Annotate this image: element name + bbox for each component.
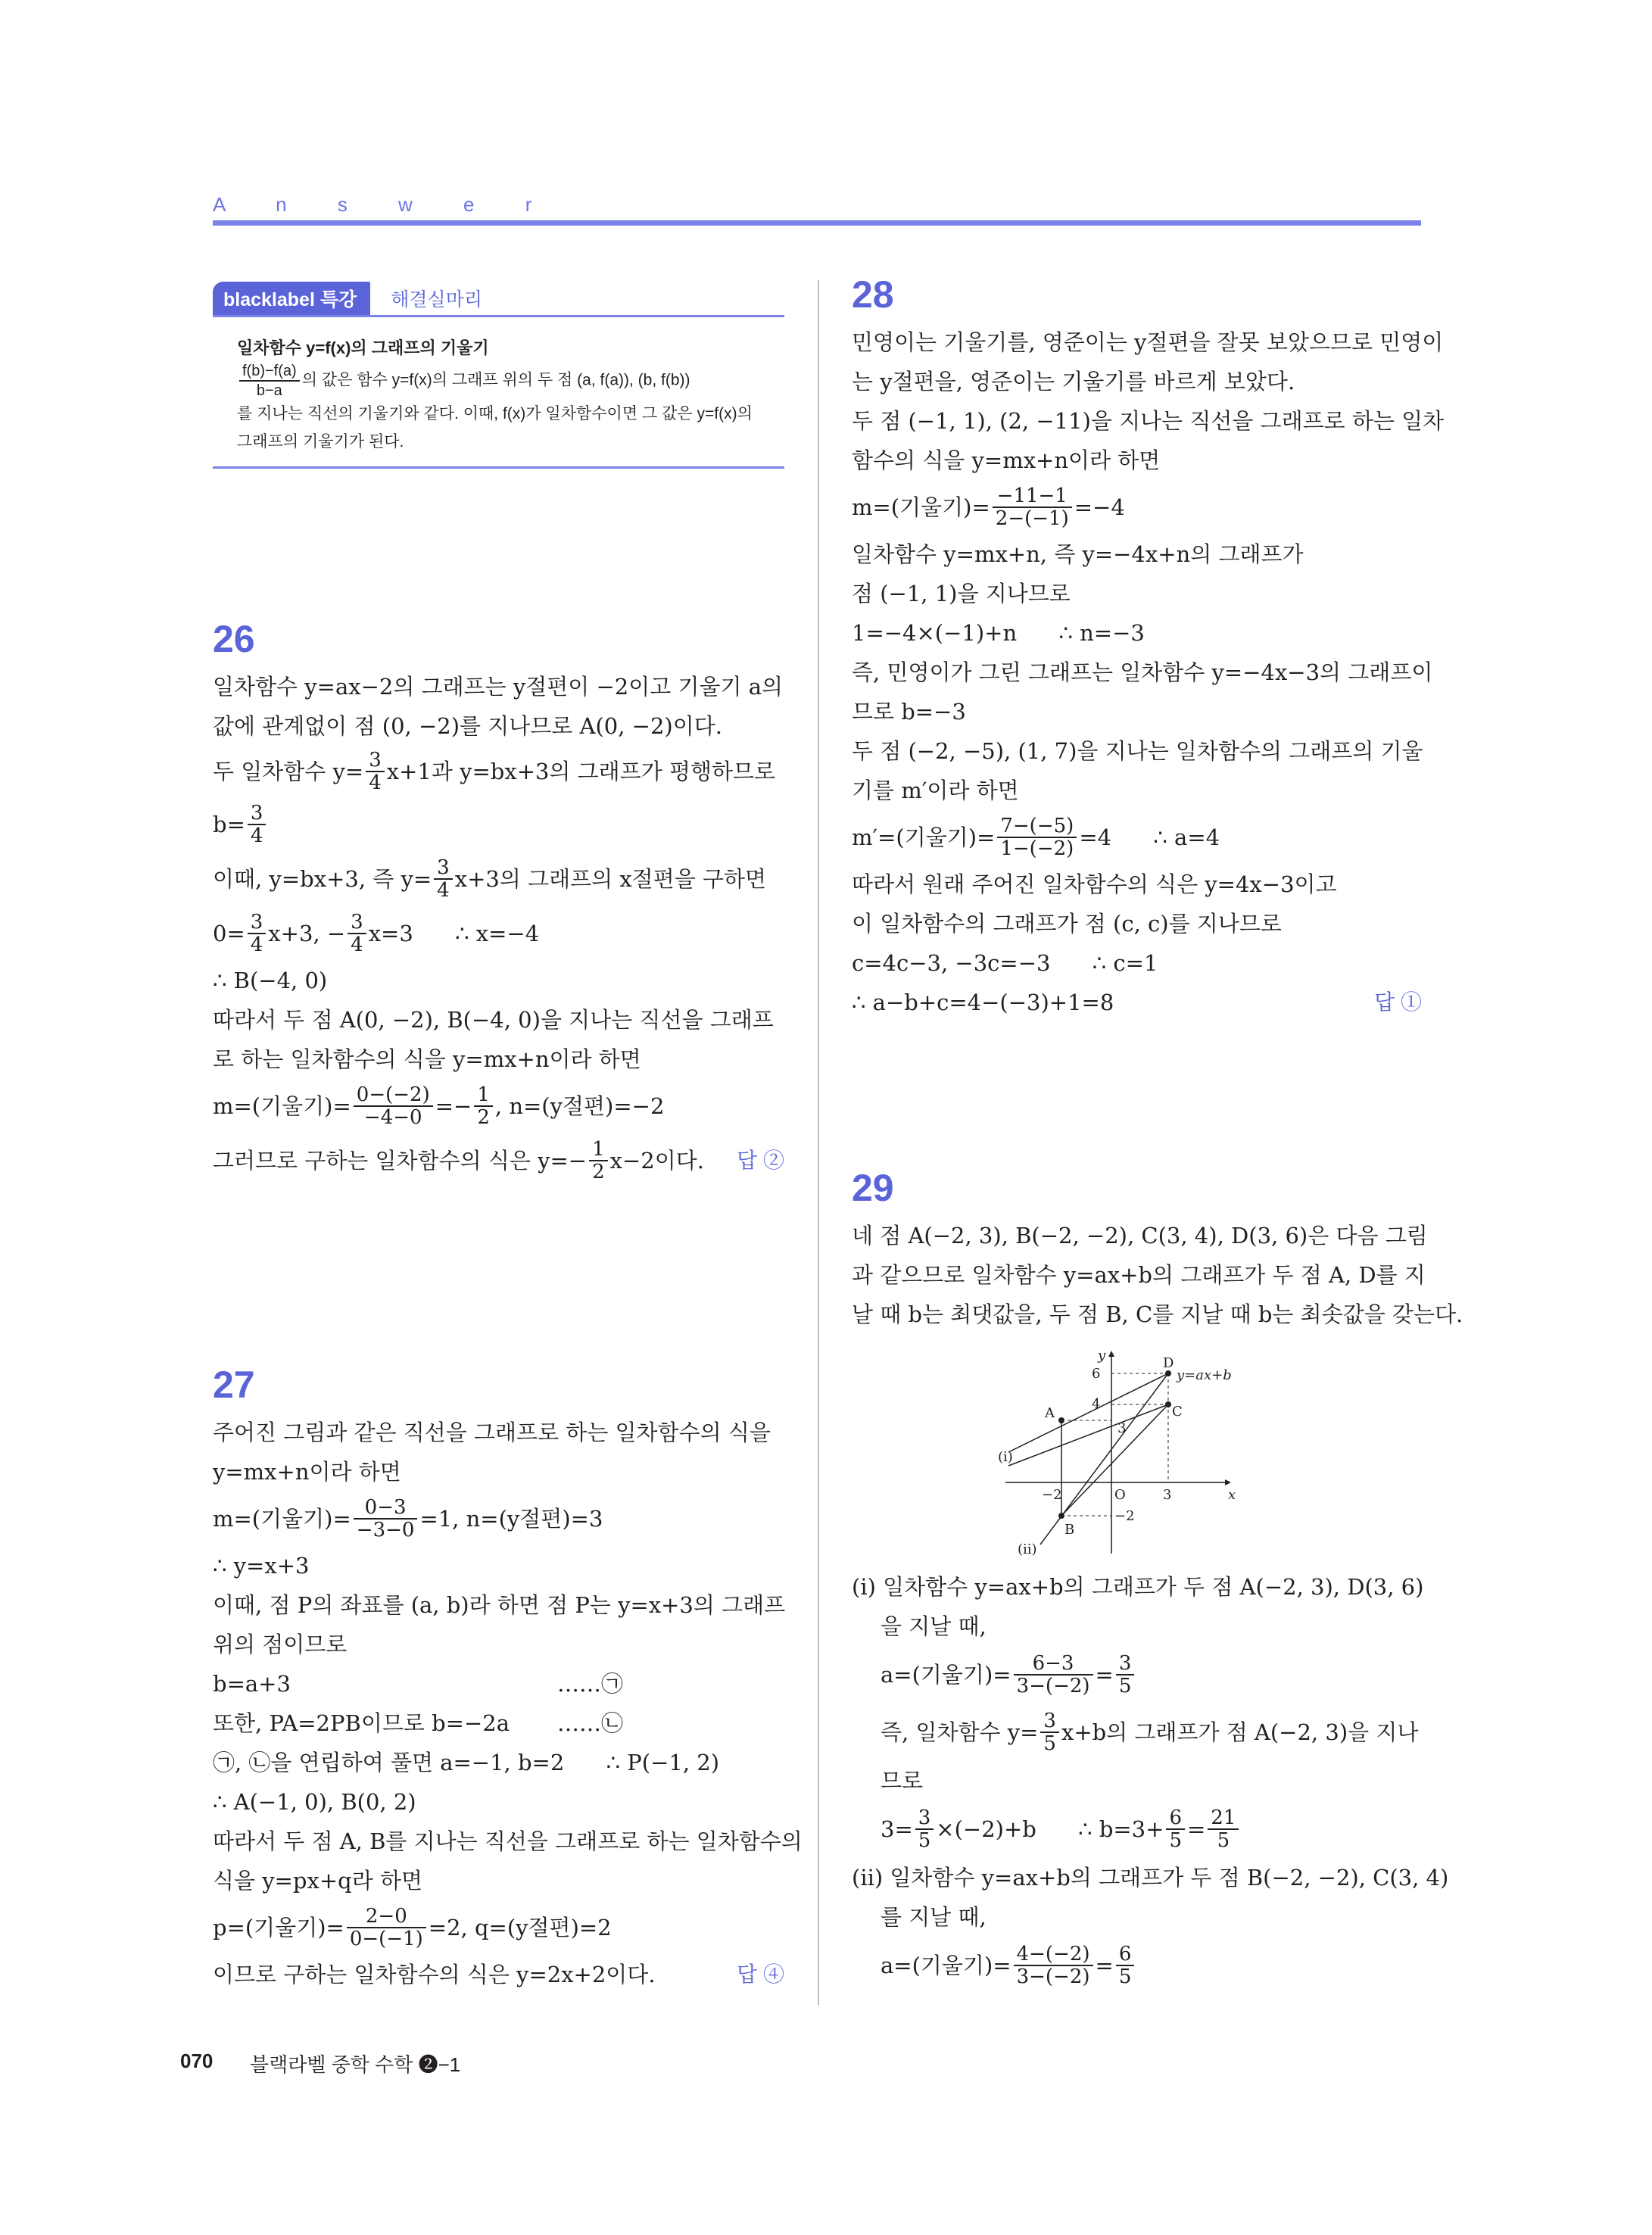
- tip-line2: 를 지나는 직선의 기울기와 같다. 이때, f(x)가 일차함수이면 그 값은 y=f(x)의: [237, 405, 753, 422]
- tick-4: 4: [1092, 1396, 1101, 1412]
- y-axis-label: y: [1098, 1349, 1106, 1364]
- problem-number: 28: [852, 273, 894, 316]
- problem-number: 29: [852, 1167, 894, 1209]
- solution-29-intro: 네 점 A(−2, 3), B(−2, −2), C(3, 4), D(3, 6)은 다음 그림 과 같으므로 일차함수 y=ax+b의 그래프가 두 점 A, D를 지 날 때 b는 최댓값을, 두 점 B, C를 지날 때 b는 최솟값을 갖는다.: [852, 1223, 1463, 1327]
- tip-box: [213, 282, 784, 469]
- point-B-label: B: [1064, 1522, 1075, 1538]
- solution-29-cases: (i) 일차함수 y=ax+b의 그래프가 두 점 A(−2, 3), D(3, 6) 을 지날 때, a=(기울기)= $\frac{6-3}{3-(-2)}$ = $\frac{3}{5}$ 즉, 일차함수 y= $\frac{3}{5}$ x+b의 그래프가 점 A(−2, 3)을 지나 므로 3= $\frac{3}{5}$ ×(−2)+b ∴ b=3+ $\frac{6}{5}$ = $\frac{21}{5}$ (ii) 일차함수 y=ax+b의 그래프가 두 점 B(−2, −2), C(3, 4) 를 지날 때, a=(기울기)= $\frac{4-(-2)}{3-(-2)}$ = $\frac{6}{5}$: [852, 1574, 1449, 1988]
- tip-tab: blacklabel 특강: [213, 282, 370, 315]
- point-A-label: A: [1045, 1405, 1055, 1421]
- column-divider: [818, 280, 819, 2005]
- tip-bottom-rule: [213, 466, 784, 469]
- solution-28: 민영이는 기울기를, 영준이는 y절편을 잘못 보았으므로 민영이 는 y절편을, 영준이는 기울기를 바르게 보았다. 두 점 (−1, 1), (2, −11)을 지나는 직선을 그래프로 하는 일차 함수의 식을 y=mx+n이라 하면 m=(기울기)= $\frac{-11-1}{2-(-1)}$ =−4 일차함수 y=mx+n, 즉 y=−4x+n의 그래프가 점 (−1, 1)을 지나므로 1=−4×(−1)+n ∴ n=−3 즉, 민영이가 그린 그래프는 일차함수 y=−4x−3의 그래프이 므로 b=−3 두 점 (−2, −5), (1, 7)을 지나는 일차함수의 그래프의 기울 기를 m′이라 하면 m′=(기울기)= $\frac{7-(-5)}{1-(-2)}$ =4 ∴ a=4 따라서 원래 주어진 일차함수의 식은 y=4x−3이고 이 일차함수의 그래프가 점 (c, c)를 지나므로 c=4c−3, −3c=−3 ∴ c=1 ∴ a−b+c=4−(−3)+1=8 답 ①: [852, 323, 1422, 1022]
- case-ii-label: (ii): [1018, 1541, 1037, 1557]
- case-i-label: (i): [998, 1449, 1013, 1465]
- tick-neg2-x: −2: [1042, 1487, 1062, 1503]
- tip-line1: 의 값은 함수 y=f(x)의 그래프 위의 두 점 (a, f(a)), (b, f(b)): [301, 371, 690, 389]
- problem-number: 26: [213, 618, 255, 660]
- point-D-label: D: [1163, 1355, 1174, 1371]
- origin-label: O: [1114, 1487, 1126, 1503]
- tick-3-x: 3: [1163, 1487, 1172, 1503]
- problem-27: [213, 1363, 803, 1994]
- problem-26: [213, 617, 784, 1188]
- tick-3: 3: [1117, 1420, 1127, 1436]
- point-C-label: C: [1172, 1404, 1183, 1420]
- tip-title: 일차함수 y=f(x)의 그래프의 기울기: [237, 338, 489, 357]
- answer-27: 답 ④: [737, 1962, 784, 1986]
- tip-line3: 그래프의 기울기가 된다.: [237, 433, 404, 450]
- tick-6: 6: [1092, 1366, 1101, 1382]
- problem-29: [852, 1166, 1463, 1334]
- answer-28: 답 ①: [1374, 990, 1422, 1014]
- tip-fraction: $\frac{f(b)-f(a)}{b-a}$: [239, 362, 300, 400]
- page-number: 070: [180, 2050, 214, 2072]
- line-i: [1008, 1373, 1168, 1452]
- x-axis-label: x: [1228, 1487, 1236, 1503]
- solution-27: 주어진 그림과 같은 직선을 그래프로 하는 일차함수의 식을 y=mx+n이라 하면 m=(기울기)= $\frac{0-3}{-3-0}$ =1, n=(y절편)=3 ∴ y=x+3 이때, 점 P의 좌표를 (a, b)라 하면 점 P는 y=x+3의 그래프 위의 점이므로 b=a+3 ……㉠ 또한, PA=2PB이므로 b=−2a ……㉡ ㉠, ㉡을 연립하여 풀면 a=−1, b=2 ∴ P(−1, 2) ∴ A(−1, 0), B(0, 2) 따라서 두 점 A, B를 지나는 직선을 그래프로 하는 일차함수의 식을 y=px+q라 하면 p=(기울기)= $\frac{2-0}{0-(-1)}$ =2, q=(y절편)=2 이므로 구하는 일차함수의 식은 y=2x+2이다. 답 ④: [213, 1413, 784, 1994]
- problem-28: [852, 273, 1445, 1022]
- answer-header-label: A n s w e r: [213, 193, 555, 216]
- coordinate-graph: [998, 1349, 1270, 1561]
- problem-number: 27: [213, 1364, 255, 1406]
- line-equation-label: y=ax+b: [1177, 1367, 1232, 1383]
- header-rule: [213, 220, 1421, 226]
- solution-26: 일차함수 y=ax−2의 그래프는 y절편이 −2이고 기울기 a의 값에 관계없이 점 (0, −2)를 지나므로 A(0, −2)이다. 두 일차함수 y= $\frac{3}{4}$ x+1과 y=bx+3의 그래프가 평행하므로 b= $\frac{3}{4}$ 이때, y=bx+3, 즉 y= $\frac{3}{4}$ x+3의 그래프의 x절편을 구하면 0= $\frac{3}{4}$ x+3, − $\frac{3}{4}$ x=3 ∴ x=−4 ∴ B(−4, 0) 따라서 두 점 A(0, −2), B(−4, 0)을 지나는 직선을 그래프 로 하는 일차함수의 식을 y=mx+n이라 하면 m=(기울기)= $\frac{0-(-2)}{-4-0}$ =− $\frac{1}{2}$ , n=(y절편)=−2 그러므로 구하는 일차함수의 식은 y=− $\frac{1}{2}$ x−2이다. 답 ②: [213, 674, 784, 1183]
- tip-body: [213, 317, 784, 466]
- book-title: 블랙라벨 중학 수학 ❷−1: [250, 2053, 461, 2076]
- answer-26: 답 ②: [737, 1149, 784, 1172]
- line-ii: [1040, 1373, 1168, 1545]
- tip-subtitle: 해결실마리: [391, 289, 483, 310]
- tick-neg2-y: −2: [1114, 1508, 1135, 1524]
